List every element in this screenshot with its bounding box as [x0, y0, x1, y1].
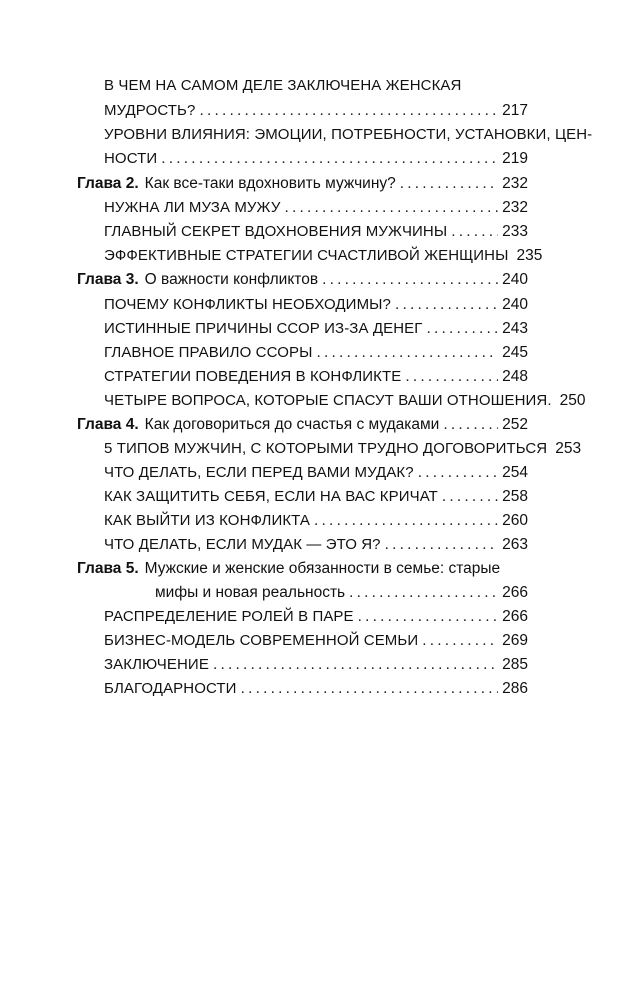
toc-page-number: 253	[555, 440, 582, 457]
toc-chapter-entry	[77, 416, 528, 438]
toc-entry-title: РАСПРЕДЕЛЕНИЕ РОЛЕЙ В ПАРЕ	[104, 608, 354, 625]
toc-entry	[104, 199, 528, 221]
chapter-title: О важности конфликтов	[144, 271, 319, 288]
toc-page-number: 266	[502, 608, 528, 625]
dot-leader	[358, 608, 498, 626]
dot-leader	[442, 488, 498, 506]
toc-entry-title: МУДРОСТЬ?	[104, 102, 196, 119]
toc-page-number: 252	[502, 416, 528, 433]
dot-leader	[213, 656, 498, 674]
toc-entry-title: ГЛАВНОЕ ПРАВИЛО ССОРЫ	[104, 344, 313, 361]
toc-entry-title: ИСТИННЫЕ ПРИЧИНЫ ССОР ИЗ-ЗА ДЕНЕГ	[104, 320, 423, 337]
toc-entry-title: БЛАГОДАРНОСТИ	[104, 680, 237, 697]
toc-page-number: 258	[502, 488, 528, 505]
dot-leader	[385, 536, 499, 554]
dot-leader	[199, 102, 498, 120]
toc-entry-title: КАК ЗАЩИТИТЬ СЕБЯ, ЕСЛИ НА ВАС КРИЧАТ	[104, 488, 438, 505]
dot-leader	[314, 512, 498, 530]
toc-entry-title: КАК ВЫЙТИ ИЗ КОНФЛИКТА	[104, 512, 311, 529]
toc-entry	[104, 536, 528, 558]
chapter-title: Как договориться до счастья с мудаками	[144, 416, 440, 433]
dot-leader	[426, 320, 498, 338]
toc-entry-title: БИЗНЕС-МОДЕЛЬ СОВРЕМЕННОЙ СЕМЬИ	[104, 632, 419, 649]
toc-chapter-entry-continued	[155, 584, 528, 606]
chapter-number: Глава 5.	[77, 560, 139, 577]
toc-entry	[104, 223, 528, 245]
toc-page-number: 286	[502, 680, 528, 697]
toc-page-number: 285	[502, 656, 528, 673]
chapter-title: Мужские и женские обязанности в семье: старые	[144, 560, 501, 577]
toc-entry	[104, 464, 528, 486]
toc-entry	[104, 102, 528, 124]
toc-entry-title: СТРАТЕГИИ ПОВЕДЕНИЯ В КОНФЛИКТЕ	[104, 368, 402, 385]
toc-page-number: 233	[502, 223, 528, 240]
toc-entry	[104, 296, 528, 318]
dot-leader	[451, 223, 498, 241]
toc-page-number: 254	[502, 464, 528, 481]
toc-entry-title: 5 ТИПОВ МУЖЧИН, С КОТОРЫМИ ТРУДНО ДОГОВОРИТЬСЯ	[104, 440, 548, 457]
toc-entry	[104, 608, 528, 630]
toc-entry-title: УРОВНИ ВЛИЯНИЯ: ЭМОЦИИ, ПОТРЕБНОСТИ, УСТАНОВКИ, ЦЕН-	[104, 126, 593, 143]
toc-entry	[104, 344, 528, 366]
dot-leader	[443, 416, 498, 434]
toc-page-number: 217	[502, 102, 528, 119]
toc-entry	[104, 247, 543, 269]
toc-entry	[104, 392, 586, 414]
chapter-number: Глава 2.	[77, 175, 139, 192]
toc-entry	[104, 656, 528, 678]
toc-entry	[104, 126, 593, 148]
toc-page-number: 232	[502, 175, 528, 192]
toc-entry	[104, 512, 528, 534]
dot-leader	[395, 296, 498, 314]
toc-entry-title: ГЛАВНЫЙ СЕКРЕТ ВДОХНОВЕНИЯ МУЖЧИНЫ	[104, 223, 448, 240]
dot-leader	[349, 584, 498, 602]
toc-page-number: 240	[502, 296, 528, 313]
toc-entry	[104, 488, 528, 510]
toc-page-number: 240	[502, 271, 528, 288]
toc-page-number: 250	[559, 392, 586, 409]
toc-entry-title: ЧТО ДЕЛАТЬ, ЕСЛИ МУДАК — ЭТО Я?	[104, 536, 381, 553]
toc-entry-title: ЧТО ДЕЛАТЬ, ЕСЛИ ПЕРЕД ВАМИ МУДАК?	[104, 464, 414, 481]
toc-entry	[104, 150, 528, 172]
toc-page-number: 260	[502, 512, 528, 529]
toc-entry-title: НОСТИ	[104, 150, 158, 167]
dot-leader	[284, 199, 498, 217]
toc-chapter-entry	[77, 175, 528, 197]
toc-entry-title: НУЖНА ЛИ МУЗА МУЖУ	[104, 199, 281, 216]
chapter-number: Глава 3.	[77, 271, 139, 288]
toc-page-number: 245	[502, 344, 528, 361]
chapter-number: Глава 4.	[77, 416, 139, 433]
toc-entry-title: ЗАКЛЮЧЕНИЕ	[104, 656, 209, 673]
toc-chapter-entry	[77, 271, 528, 293]
toc-entry	[104, 368, 528, 390]
toc-page-number: 263	[502, 536, 528, 553]
toc-entry-title: В ЧЕМ НА САМОМ ДЕЛЕ ЗАКЛЮЧЕНА ЖЕНСКАЯ	[104, 77, 462, 94]
toc-chapter-entry	[77, 560, 528, 582]
toc-entry	[104, 440, 582, 462]
dot-leader	[422, 632, 498, 650]
dot-leader	[322, 271, 498, 289]
toc-page-number: 269	[502, 632, 528, 649]
dot-leader	[405, 368, 498, 386]
toc-page-number: 243	[502, 320, 528, 337]
toc-entry-title: ПОЧЕМУ КОНФЛИКТЫ НЕОБХОДИМЫ?	[104, 296, 391, 313]
toc-entry-title: ЧЕТЫРЕ ВОПРОСА, КОТОРЫЕ СПАСУТ ВАШИ ОТНОШЕНИЯ.	[104, 392, 552, 409]
dot-leader	[418, 464, 498, 482]
toc-page-number: 232	[502, 199, 528, 216]
toc-entry	[104, 77, 528, 99]
toc-entry	[104, 632, 528, 654]
toc-entry	[104, 680, 528, 702]
toc-entry-title: ЭФФЕКТИВНЫЕ СТРАТЕГИИ СЧАСТЛИВОЙ ЖЕНЩИНЫ	[104, 247, 509, 264]
toc-page-number: 266	[502, 584, 528, 601]
chapter-title: мифы и новая реальность	[155, 584, 346, 601]
dot-leader	[161, 150, 498, 168]
toc-page-number: 219	[502, 150, 528, 167]
dot-leader	[400, 175, 498, 193]
dot-leader	[316, 344, 498, 362]
chapter-title: Как все-таки вдохновить мужчину?	[144, 175, 396, 192]
dot-leader	[241, 680, 499, 698]
toc-page-number: 235	[516, 247, 543, 264]
toc-page-number: 248	[502, 368, 528, 385]
toc-entry	[104, 320, 528, 342]
